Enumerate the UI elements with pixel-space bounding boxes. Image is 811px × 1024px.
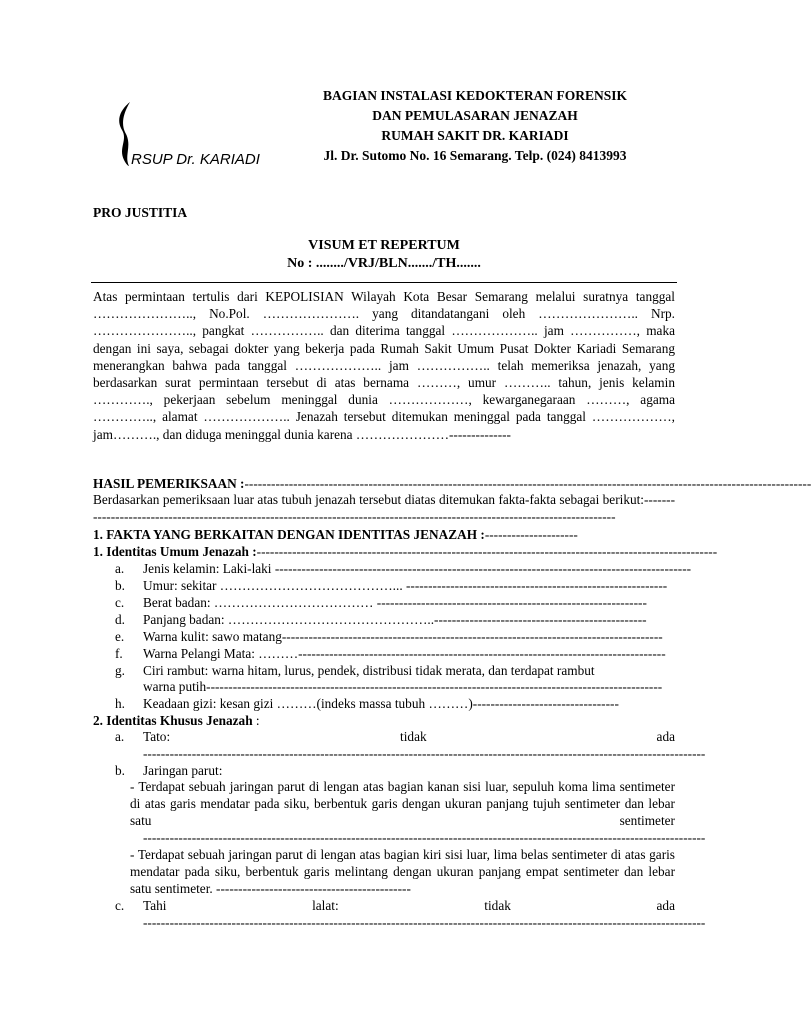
tato-item bbox=[115, 728, 675, 745]
parut-1: - Terdapat sebuah jaringan parut di lengan atas bagian kanan sisi luar, sepuluh koma lima sentimeter di atas garis mendatar pada siku, berbentuk garis dengan ukuran panjang tujuh sentimeter dan lebar satu sentimeter bbox=[130, 779, 675, 829]
list-text: Jenis kelamin: Laki-laki ---------------------------------------------------------------------------------------------- bbox=[143, 561, 692, 576]
fakta-row bbox=[93, 526, 675, 543]
list-letter: c. bbox=[115, 595, 125, 610]
tato-dashes: ------------------------------------------------------------------------------------------------------------------------------- bbox=[143, 746, 706, 761]
list-letter: b. bbox=[115, 763, 125, 778]
list-item bbox=[115, 594, 675, 611]
hasil-text-block bbox=[93, 491, 675, 525]
header-line-1: BAGIAN INSTALASI KEDOKTERAN FORENSIK bbox=[323, 88, 627, 103]
umum-heading: 1. Identitas Umum Jenazah : bbox=[93, 544, 257, 559]
list-item bbox=[115, 560, 692, 577]
list-text: Warna kulit: sawo matang-------------------------------------------------------------------------------------- bbox=[143, 629, 663, 644]
list-letter: f. bbox=[115, 646, 123, 661]
list-item bbox=[115, 662, 675, 679]
list-item bbox=[115, 611, 675, 628]
tahi-a: Tahi bbox=[143, 898, 167, 913]
khusus-heading: 2. Identitas Khusus Jenazah bbox=[93, 713, 253, 728]
tato-end: ada bbox=[656, 729, 675, 744]
intro-paragraph: Atas permintaan tertulis dari KEPOLISIAN Wilayah Kota Besar Semarang melalui suratnya tanggal ………………….., No.Pol. …………………. yang ditandatangani oleh ………………….. Nrp. ………………….., pangkat …………….. dan diterima tanggal ……………….. jam ……………, maka dengan ini saya, sebagai dokter yang bekerja pada Rumah Sakit Umum Pusat Dokter Kariadi Semarang menerangkan bahwa pada tanggal ……………….. jam …………….. telah memeriksa jenazah, yang berdasarkan surat permintaan tersebut di atas bernama ………, umur ……….. tahun, jenis kelamin …………., pekerjaan sebelum meninggal dunia ………………, kewarganegaraan ………, agama ………….., alamat ……………….. Jenazah tersebut ditemukan meninggal pada tanggal ………………, jam………., dan diduga meninggal dunia karena …………………-------------- bbox=[93, 289, 675, 442]
tahi-dashes: ------------------------------------------------------------------------------------------------------------------------------- bbox=[143, 915, 706, 930]
list-letter: b. bbox=[115, 578, 125, 593]
parut-label: Jaringan parut: bbox=[143, 763, 223, 778]
header-address: Jl. Dr. Sutomo No. 16 Semarang. Telp. (024) 8413993 bbox=[323, 148, 627, 163]
list-text: Keadaan gizi: kesan gizi ………(indeks massa tubuh ………)--------------------------------- bbox=[143, 696, 619, 711]
umum-row bbox=[93, 543, 718, 560]
list-letter: h. bbox=[115, 696, 125, 711]
hasil-text: Berdasarkan pemeriksaan luar atas tubuh jenazah tersebut diatas ditemukan fakta-fakta sebagai berikut: bbox=[93, 492, 644, 507]
list-item bbox=[115, 678, 675, 695]
list-letter: a. bbox=[115, 729, 125, 744]
tahi-d: ada bbox=[656, 898, 675, 913]
list-text: Panjang badan: ………………………………………..------------------------------------------------ bbox=[143, 612, 647, 627]
list-letter: g. bbox=[115, 663, 125, 678]
list-text: Warna Pelangi Mata: ………----------------------------------------------------------------------------------- bbox=[143, 646, 666, 661]
tahi-c: tidak bbox=[484, 898, 511, 913]
logo-text: RSUP Dr. KARIADI bbox=[131, 151, 260, 168]
list-letter: e. bbox=[115, 629, 125, 644]
pro-justitia: PRO JUSTITIA bbox=[93, 205, 188, 220]
tahi-lalat-item bbox=[115, 897, 675, 914]
hasil-heading: HASIL PEMERIKSAAN : bbox=[93, 476, 245, 491]
tahi-b: lalat: bbox=[312, 898, 339, 913]
header-line-2: DAN PEMULASARAN JENAZAH bbox=[372, 108, 578, 123]
hasil-dashes: -------------------------------------------------------------------------------------------------------------------------------- bbox=[244, 476, 811, 491]
list-item bbox=[115, 695, 675, 712]
parut-1-dashes: ------------------------------------------------------------------------------------------------------------------------------- bbox=[143, 830, 706, 845]
hasil-heading-row bbox=[93, 475, 811, 492]
parut-item bbox=[115, 762, 675, 779]
parut-2: - Terdapat sebuah jaringan parut di lengan atas bagian kiri sisi luar, lima belas sentimeter di atas garis mendatar pada siku, berbentuk garis melintang dengan ukuran panjang empat sentimeter dan lebar satu sentimeter. -------------------------------------------- bbox=[130, 847, 675, 897]
tato-label: Tato: bbox=[143, 729, 171, 744]
hasil-text-dashes: ----------------------------------------------------------------------------------------------------------------------------- bbox=[93, 492, 675, 525]
list-item bbox=[115, 577, 675, 594]
document-number: No : ......../VRJ/BLN......./TH....... bbox=[287, 256, 481, 271]
list-item bbox=[115, 628, 675, 645]
fakta-heading: 1. FAKTA YANG BERKAITAN DENGAN IDENTITAS JENAZAH : bbox=[93, 527, 485, 542]
header-line-3: RUMAH SAKIT DR. KARIADI bbox=[381, 128, 569, 143]
khusus-row bbox=[93, 712, 675, 729]
list-text: Berat badan: ……………………………… ------------------------------------------------------------- bbox=[143, 595, 647, 610]
list-text: Umur: sekitar …………………………………... ----------------------------------------------------------- bbox=[143, 578, 668, 593]
list-item bbox=[115, 645, 675, 662]
list-letter: a. bbox=[115, 561, 125, 576]
umum-dashes: -------------------------------------------------------------------------------------------------------- bbox=[256, 544, 718, 559]
list-letter: c. bbox=[115, 898, 125, 913]
tato-mid: tidak bbox=[400, 729, 427, 744]
document-title: VISUM ET REPERTUM bbox=[308, 238, 460, 253]
khusus-colon: : bbox=[252, 713, 260, 728]
fakta-dashes: --------------------- bbox=[484, 527, 578, 542]
list-text: Ciri rambut: warna hitam, lurus, pendek, distribusi tidak merata, dan terdapat rambut bbox=[143, 663, 595, 678]
list-text: warna putih------------------------------------------------------------------------------------------------------- bbox=[143, 679, 663, 694]
list-letter: d. bbox=[115, 612, 125, 627]
title-underline bbox=[91, 282, 677, 283]
